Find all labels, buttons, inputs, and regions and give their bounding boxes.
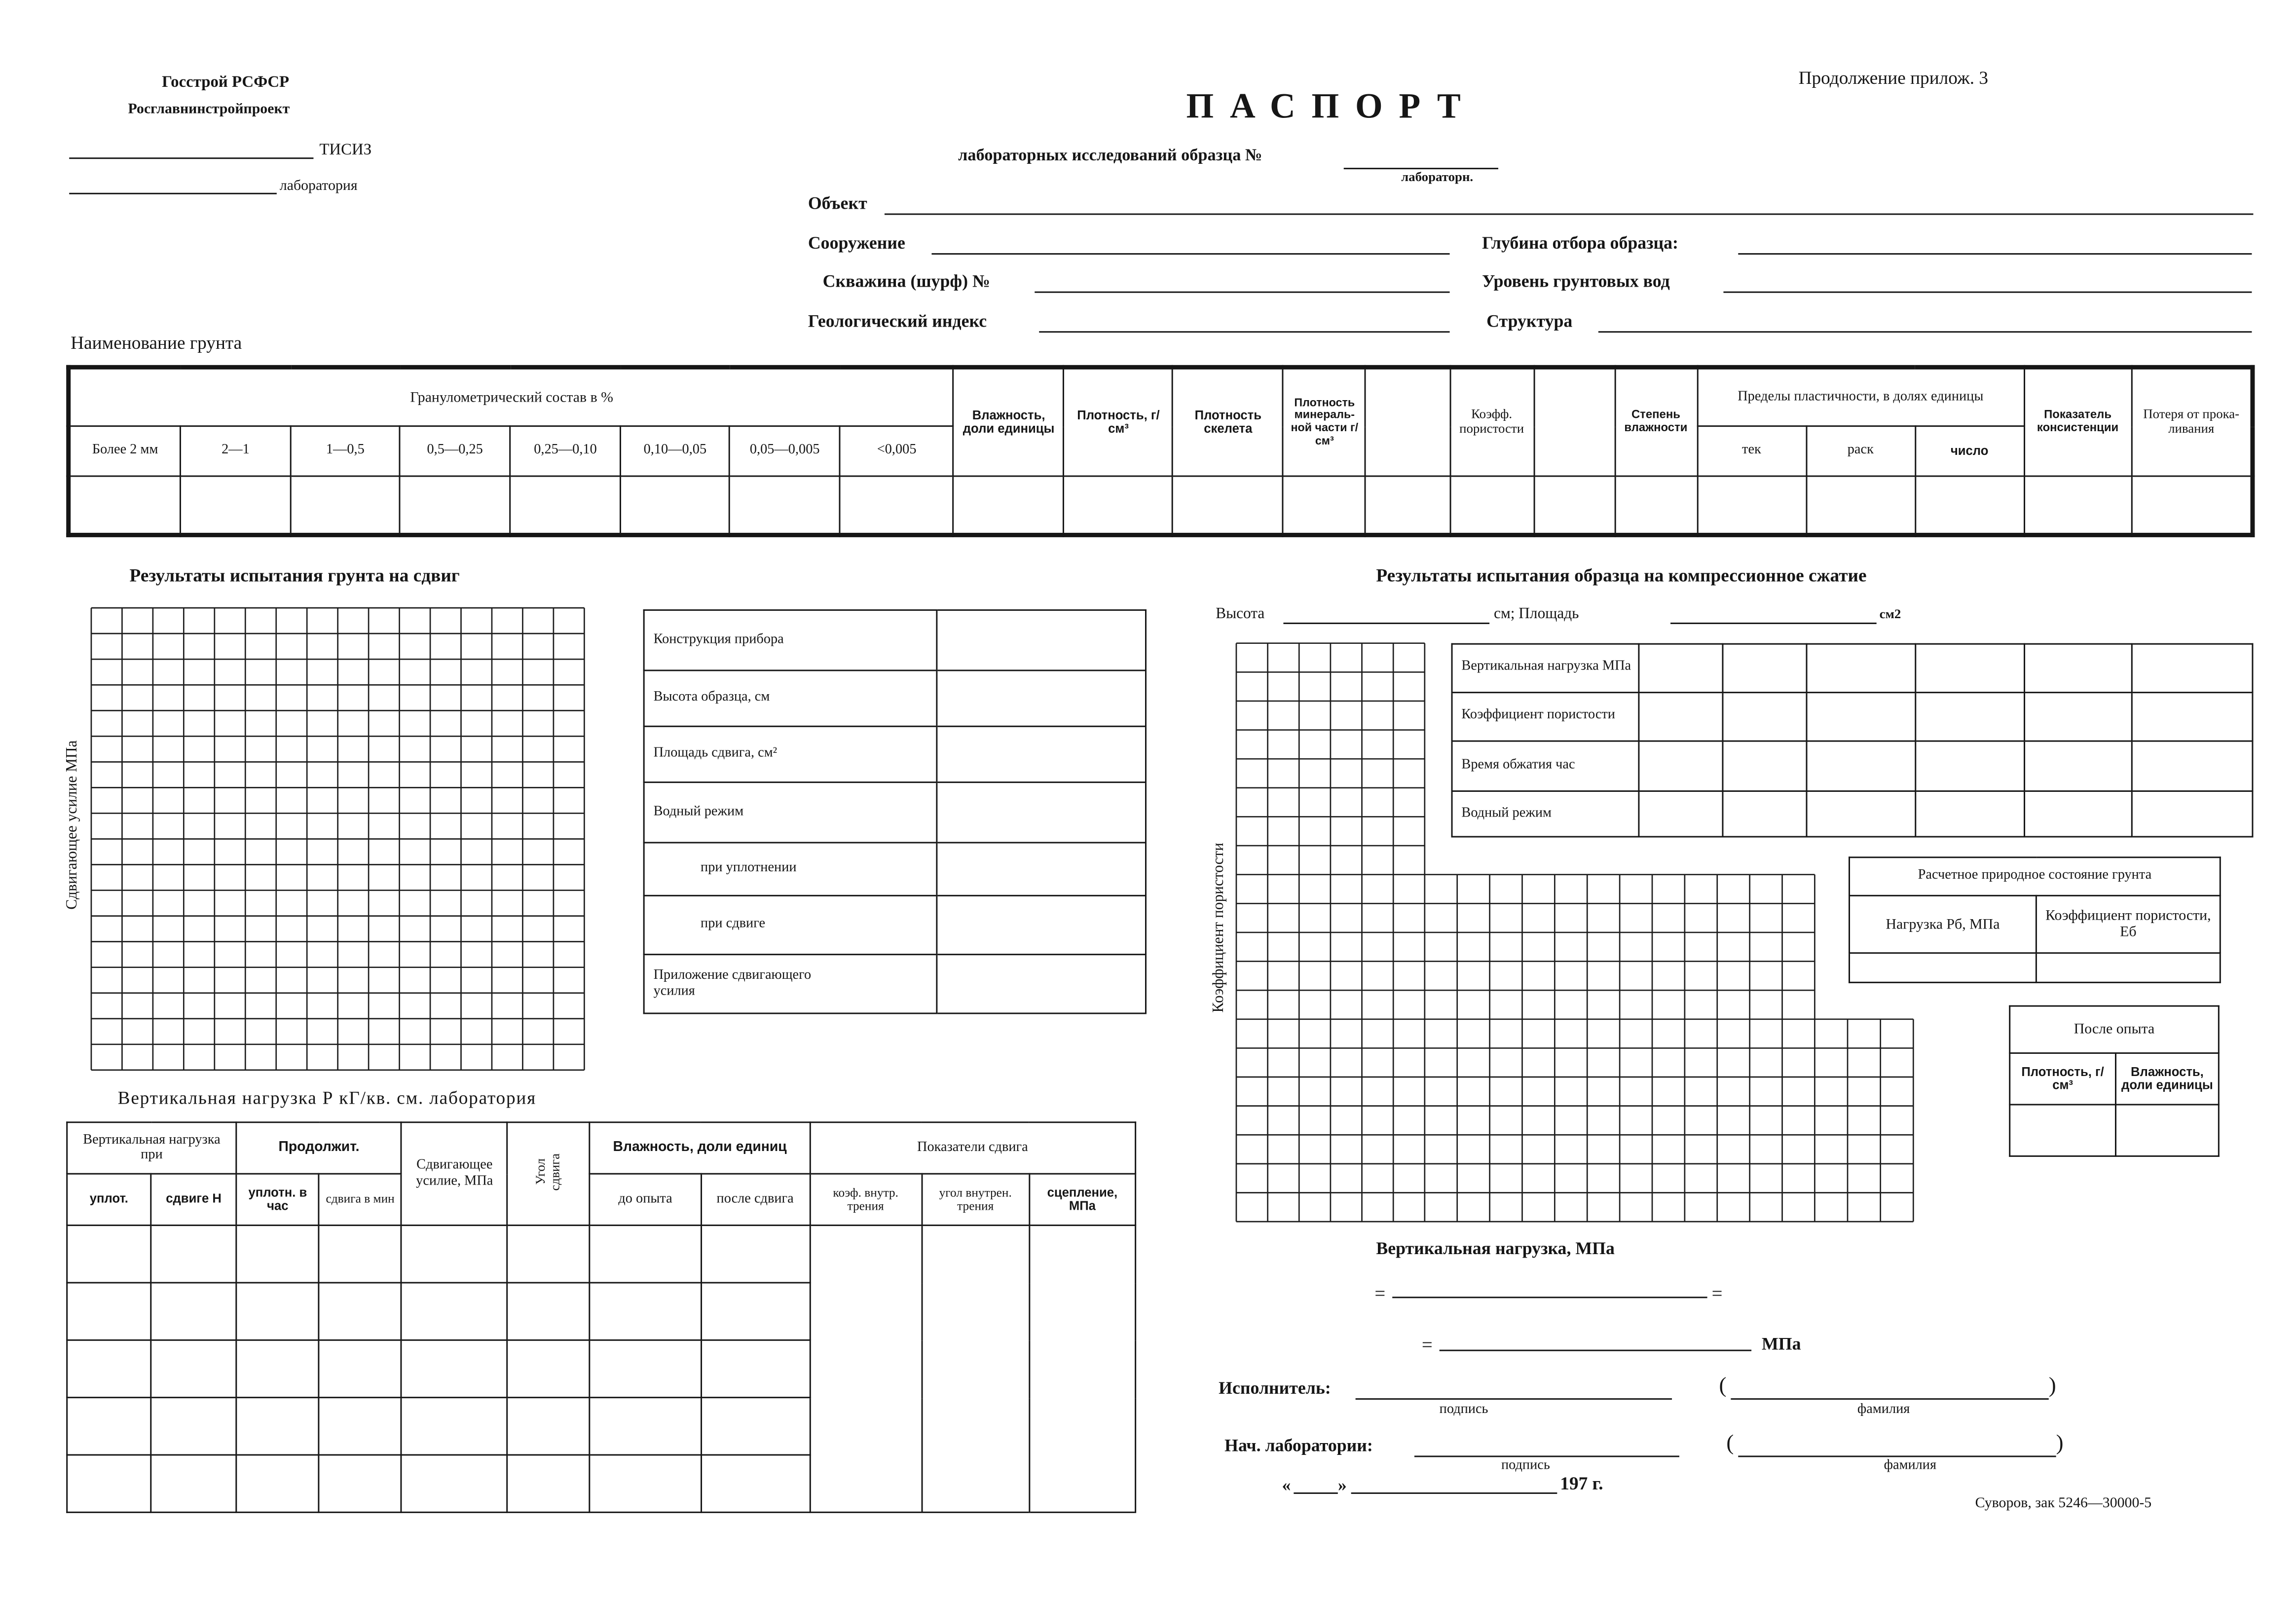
data-cell xyxy=(67,1340,151,1397)
data-cell xyxy=(1173,476,1283,535)
depth-blank xyxy=(1738,253,2252,255)
soil-name-label: Наименование грунта xyxy=(71,333,242,353)
info-label: при сдвиге xyxy=(644,895,937,954)
object-blank xyxy=(885,214,2253,215)
data-cell xyxy=(402,1226,508,1283)
data-cell xyxy=(922,1226,1029,1283)
data-cell xyxy=(236,1226,319,1283)
surname-caption: фамилия xyxy=(1884,1458,1937,1474)
shear-axis-text: Сдвигающее усилие МПа xyxy=(65,740,81,909)
data-cell xyxy=(2025,741,2132,791)
printer-note: Суворов, зак 5246—30000-5 xyxy=(1975,1495,2152,1512)
data-cell xyxy=(810,1398,922,1455)
page-title: ПАСПОРТ xyxy=(1186,88,1477,127)
data-cell xyxy=(730,476,840,535)
table-row xyxy=(67,1398,1136,1455)
fraction-header: 0,05—0,005 xyxy=(730,426,840,476)
data-cell xyxy=(590,1340,701,1397)
data-cell xyxy=(67,1226,151,1283)
data-cell xyxy=(151,1398,236,1455)
consistency-header: Показатель консистенции xyxy=(2024,367,2132,476)
friction-angle-subheader: угол внутрен. трения xyxy=(922,1174,1029,1225)
data-cell xyxy=(181,476,291,535)
data-cell xyxy=(1850,953,2037,983)
data-cell xyxy=(67,1398,151,1455)
data-cell xyxy=(1915,476,2024,535)
data-cell xyxy=(1697,476,1806,535)
data-cell xyxy=(2132,693,2253,741)
compression-plot-grid xyxy=(1235,642,1915,1223)
data-cell xyxy=(402,1398,508,1455)
after-moisture-header: Влажность, доли единицы xyxy=(2115,1053,2219,1105)
data-cell xyxy=(67,1455,151,1512)
data-cell xyxy=(590,1226,701,1283)
empty-header xyxy=(1534,367,1615,476)
compression-row-label: Вертикальная нагрузка МПа xyxy=(1452,644,1639,692)
data-cell xyxy=(1283,476,1366,535)
date-quote-close: » xyxy=(1337,1475,1347,1496)
data-cell xyxy=(151,1340,236,1397)
info-value xyxy=(937,782,1146,843)
natural-porosity-header: Коэффициент пористости, Еб xyxy=(2036,895,2220,953)
data-cell xyxy=(1029,1283,1135,1340)
head-surname-blank xyxy=(1738,1455,2056,1457)
data-cell xyxy=(2132,644,2253,692)
data-cell xyxy=(621,476,730,535)
data-cell xyxy=(922,1455,1029,1512)
data-cell xyxy=(236,1398,319,1455)
data-cell xyxy=(2025,693,2132,741)
compression-title: Результаты испытания образца на компрессионное сжатие xyxy=(1376,565,1867,586)
compression-load-label: Вертикальная нагрузка, МПа xyxy=(1376,1237,1615,1259)
plasticity-header: Пределы пластичности, в долях единицы xyxy=(1697,367,2024,426)
shear-load-subheader: сдвиге Н xyxy=(151,1174,236,1225)
fraction-header: 2—1 xyxy=(181,426,291,476)
data-cell xyxy=(840,476,954,535)
info-label: при уплотнении xyxy=(644,843,937,895)
paren-open: ( xyxy=(1719,1374,1727,1399)
info-label: Водный режим xyxy=(644,782,937,843)
sample-height-label: Высота xyxy=(1216,606,1265,623)
data-cell xyxy=(2025,791,2132,837)
moisture-header: Влажность, доли единицы xyxy=(954,367,1064,476)
data-cell xyxy=(810,1226,922,1283)
data-cell xyxy=(1916,791,2025,837)
groundwater-blank xyxy=(1723,292,2252,293)
compression-row-label: Водный режим xyxy=(1452,791,1639,837)
shear-time-subheader: сдвига в мин xyxy=(319,1174,401,1225)
data-cell xyxy=(1064,476,1173,535)
data-cell xyxy=(922,1340,1029,1397)
consolidation-time-subheader: уплотн. в час xyxy=(236,1174,319,1225)
table-row xyxy=(67,1226,1136,1283)
data-cell xyxy=(810,1340,922,1397)
table-row xyxy=(67,1283,1136,1340)
sample-number-caption: лабораторн. xyxy=(1401,169,1474,184)
shear-axis-label xyxy=(62,633,85,1016)
depth-label: Глубина отбора образца: xyxy=(1482,232,1678,254)
data-cell xyxy=(1029,1340,1135,1397)
data-cell xyxy=(1916,741,2025,791)
after-density-header: Плотность, г/см³ xyxy=(2010,1053,2116,1105)
info-value xyxy=(937,955,1146,1013)
executor-signature-blank xyxy=(1356,1398,1672,1400)
data-cell xyxy=(508,1226,590,1283)
data-cell xyxy=(701,1398,810,1455)
org-subname: Росглавнинстройпроект xyxy=(128,101,290,118)
shear-indicators-header: Показатели сдвига xyxy=(810,1122,1135,1174)
data-cell xyxy=(1615,476,1697,535)
data-cell xyxy=(319,1226,401,1283)
fraction-header: 0,10—0,05 xyxy=(621,426,730,476)
data-cell xyxy=(2025,644,2132,692)
natural-load-header: Нагрузка Рб, МПа xyxy=(1850,895,2037,953)
data-cell xyxy=(2132,791,2253,837)
granulometry-header: Гранулометрический состав в % xyxy=(69,367,954,426)
data-cell xyxy=(319,1398,401,1455)
date-month-blank xyxy=(1351,1492,1557,1494)
shear-force-header: Сдвигающее усилие, МПа xyxy=(402,1122,508,1226)
paren-open: ( xyxy=(1726,1432,1734,1456)
plasticity-subheader: тек xyxy=(1697,426,1806,476)
structure-label: Сооружение xyxy=(808,232,905,254)
data-cell xyxy=(400,476,510,535)
equation-blank xyxy=(1392,1297,1707,1298)
compression-row-label: Коэффициент пористости xyxy=(1452,693,1639,741)
data-cell xyxy=(590,1455,701,1512)
org-name: Госстрой РСФСР xyxy=(162,74,290,91)
data-cell xyxy=(1916,693,2025,741)
vertical-load-header: Вертикальная нагрузка при xyxy=(67,1122,236,1174)
sample-area-blank xyxy=(1670,623,1877,624)
data-cell xyxy=(236,1283,319,1340)
executor-surname-blank xyxy=(1731,1398,2048,1400)
info-value xyxy=(937,610,1146,670)
geo-index-label: Геологический индекс xyxy=(808,310,987,332)
fraction-header: 0,5—0,25 xyxy=(400,426,510,476)
info-label: Приложение сдвигающего усилия xyxy=(644,955,937,1013)
info-label: Конструкция прибора xyxy=(644,610,937,670)
data-cell xyxy=(2024,476,2132,535)
data-cell xyxy=(1806,476,1915,535)
info-value xyxy=(937,670,1146,726)
signature-caption: подпись xyxy=(1501,1458,1550,1474)
after-test-table xyxy=(2009,1005,2220,1157)
info-value xyxy=(937,726,1146,782)
data-cell xyxy=(319,1283,401,1340)
data-cell xyxy=(1916,644,2025,692)
data-cell xyxy=(590,1398,701,1455)
sample-area-unit: см2 xyxy=(1879,606,1901,621)
data-cell xyxy=(508,1340,590,1397)
shear-angle-header xyxy=(508,1122,590,1226)
continuation-note: Продолжение прилож. 3 xyxy=(1798,68,1989,88)
data-cell xyxy=(319,1340,401,1397)
info-label: Высота образца, см xyxy=(644,670,937,726)
info-value xyxy=(937,843,1146,895)
sample-height-blank xyxy=(1283,623,1489,624)
saturation-header: Степень влажности xyxy=(1615,367,1697,476)
equals-sign: = xyxy=(1711,1282,1723,1304)
data-cell xyxy=(236,1455,319,1512)
equals-sign: = xyxy=(1374,1282,1386,1304)
shear-device-table xyxy=(643,609,1147,1014)
shear-plot-grid xyxy=(90,606,586,1072)
fraction-header: 1—0,5 xyxy=(291,426,400,476)
page-subtitle: лабораторных исследований образца № xyxy=(958,147,1262,165)
data-cell xyxy=(151,1283,236,1340)
duration-header: Продолжит. xyxy=(236,1122,402,1174)
skeleton-density-header: Плотность скелета xyxy=(1173,367,1283,476)
ignition-loss-header: Потеря от прока-ливания xyxy=(2132,367,2253,476)
consolidation-subheader: уплот. xyxy=(67,1174,151,1225)
equation-unit: МПа xyxy=(1762,1333,1801,1354)
well-blank xyxy=(1035,292,1449,293)
table-row xyxy=(69,476,2253,535)
empty-header xyxy=(1366,367,1449,476)
data-cell xyxy=(508,1455,590,1512)
surname-caption: фамилия xyxy=(1857,1403,1910,1417)
data-cell xyxy=(151,1455,236,1512)
table-row xyxy=(2010,1105,2219,1156)
data-cell xyxy=(1029,1455,1135,1512)
data-cell xyxy=(402,1455,508,1512)
fraction-header: <0,005 xyxy=(840,426,954,476)
date-quote-open: « xyxy=(1282,1475,1291,1496)
data-cell xyxy=(402,1283,508,1340)
compression-axis-text: Коэффициент пористости xyxy=(1211,842,1228,1012)
data-cell xyxy=(922,1283,1029,1340)
data-cell xyxy=(151,1226,236,1283)
compression-row-label: Время обжатия час xyxy=(1452,741,1639,791)
structure-blank xyxy=(931,253,1449,255)
equals-sign: = xyxy=(1421,1333,1433,1356)
tisiz-blank xyxy=(69,157,313,159)
date-year: 197 г. xyxy=(1560,1473,1603,1494)
lab-label: лаборатория xyxy=(279,178,358,194)
data-cell xyxy=(1366,476,1449,535)
compression-axis-label xyxy=(1210,795,1230,1060)
info-value xyxy=(937,895,1146,954)
groundwater-label: Уровень грунтовых вод xyxy=(1482,270,1670,292)
shear-table-caption: Вертикальная нагрузка Р кГ/кв. см. лаборатория xyxy=(117,1087,537,1109)
table-row xyxy=(67,1340,1136,1397)
data-cell xyxy=(810,1283,922,1340)
friction-coef-subheader: коэф. внутр. трения xyxy=(810,1174,922,1225)
after-test-header: После опыта xyxy=(2010,1006,2219,1053)
fraction-header: 0,25—0,10 xyxy=(510,426,621,476)
mineral-density-header: Плотность минераль-ной части г/см³ xyxy=(1283,367,1366,476)
data-cell xyxy=(701,1455,810,1512)
cohesion-subheader: сцепление, МПа xyxy=(1029,1174,1135,1225)
shear-results-table xyxy=(66,1121,1136,1513)
data-cell xyxy=(1029,1398,1135,1455)
data-cell xyxy=(2132,741,2253,791)
data-cell xyxy=(236,1340,319,1397)
data-cell xyxy=(2115,1105,2219,1156)
sample-area-label: см; Площадь xyxy=(1494,606,1579,623)
shear-title: Результаты испытания грунта на сдвиг xyxy=(129,565,460,586)
data-cell xyxy=(2132,476,2253,535)
signature-caption: подпись xyxy=(1439,1403,1488,1417)
data-cell xyxy=(291,476,400,535)
lab-blank xyxy=(69,193,277,194)
equation-blank xyxy=(1440,1350,1751,1351)
data-cell xyxy=(954,476,1064,535)
data-cell xyxy=(1029,1226,1135,1283)
data-cell xyxy=(1450,476,1534,535)
data-cell xyxy=(701,1283,810,1340)
data-cell xyxy=(1534,476,1615,535)
head-signature-blank xyxy=(1414,1455,1679,1457)
data-cell xyxy=(2010,1105,2116,1156)
natural-state-header: Расчетное природное состояние грунта xyxy=(1850,857,2221,896)
data-cell xyxy=(2036,953,2220,983)
fraction-header: Более 2 мм xyxy=(69,426,181,476)
shear-angle-text: Угол сдвига xyxy=(532,1152,562,1190)
date-day-blank xyxy=(1294,1492,1337,1494)
plasticity-subheader: число xyxy=(1915,426,2024,476)
porosity-header: Коэфф. пористости xyxy=(1450,367,1534,476)
paren-close: ) xyxy=(2048,1374,2056,1399)
data-cell xyxy=(508,1398,590,1455)
data-cell xyxy=(590,1283,701,1340)
soil-properties-table xyxy=(66,365,2255,537)
natural-state-table xyxy=(1849,856,2221,983)
data-cell xyxy=(67,1283,151,1340)
head-label: Нач. лаборатории: xyxy=(1224,1435,1373,1456)
data-cell xyxy=(510,476,621,535)
object-label: Объект xyxy=(808,192,867,214)
texture-label: Структура xyxy=(1486,310,1573,332)
data-cell xyxy=(508,1283,590,1340)
tisiz-label: ТИСИЗ xyxy=(319,141,372,159)
data-cell xyxy=(810,1455,922,1512)
info-label: Площадь сдвига, см² xyxy=(644,726,937,782)
executor-label: Исполнитель: xyxy=(1219,1377,1331,1399)
data-cell xyxy=(922,1398,1029,1455)
table-row xyxy=(1850,953,2221,983)
data-cell xyxy=(701,1340,810,1397)
well-label: Скважина (шурф) № xyxy=(822,270,991,292)
data-cell xyxy=(69,476,181,535)
density-header: Плотность, г/см³ xyxy=(1064,367,1173,476)
data-cell xyxy=(402,1340,508,1397)
data-cell xyxy=(319,1455,401,1512)
texture-blank xyxy=(1598,331,2252,333)
moisture-header: Влажность, доли единиц xyxy=(590,1122,810,1174)
before-test-subheader: до опыта xyxy=(590,1174,701,1225)
plasticity-subheader: раск xyxy=(1806,426,1915,476)
geo-index-blank xyxy=(1039,331,1449,333)
table-row xyxy=(67,1455,1136,1512)
paren-close: ) xyxy=(2056,1432,2064,1456)
data-cell xyxy=(701,1226,810,1283)
after-shear-subheader: после сдвига xyxy=(701,1174,810,1225)
